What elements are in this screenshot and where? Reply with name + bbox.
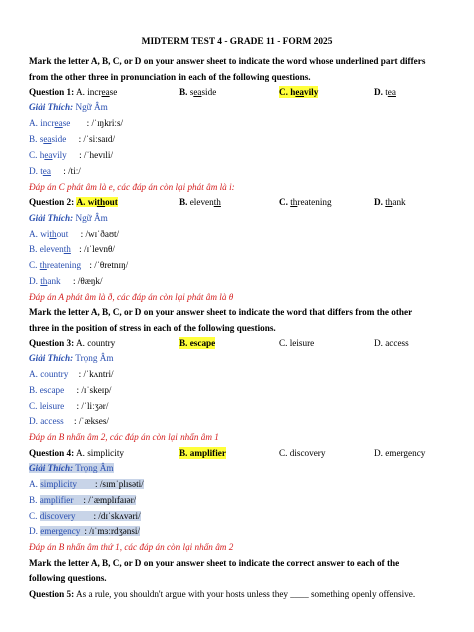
question-3-explain: Giải Thích: Trọng Âm — [29, 353, 114, 363]
question-1-option-c-correct[interactable]: C. heavily — [279, 87, 319, 97]
question-3-row — [29, 337, 449, 349]
question-1-option-d[interactable]: D. tea — [374, 87, 396, 97]
question-2-row — [29, 196, 449, 208]
question-3-option-c[interactable]: C. leisure — [279, 338, 315, 348]
question-2-explain: Giải Thích: Ngữ Âm — [29, 213, 108, 223]
instruction-1-line-1: Mark the letter A, B, C, or D on your answer sheet to indicate the word whose underlined part differs — [29, 56, 426, 66]
question-2-ipa-b: B. eleventh : /ɪˈlevnθ/ — [29, 244, 115, 254]
question-2-ipa-a: A. without : /wɪˈðaʊt/ — [29, 229, 120, 239]
page-title: MIDTERM TEST 4 - GRADE 11 - FORM 2025 — [141, 37, 333, 47]
question-2-option-b[interactable]: B. eleventh — [179, 197, 221, 207]
question-4-explain: Giải Thích: Trọng Âm — [29, 463, 114, 473]
question-2-option-c[interactable]: C. threatening — [279, 197, 332, 207]
instruction-3-line-2: following questions. — [29, 573, 107, 583]
question-3-ipa-d: D. access : /ˈækses/ — [29, 416, 109, 426]
question-4-option-d[interactable]: D. emergency — [374, 448, 426, 458]
question-1-ipa-a: A. increase : /ˈɪŋkriːs/ — [29, 118, 124, 128]
question-3-answer: Đáp án B nhấn âm 2, các đáp án còn lại nhấn âm 1 — [29, 432, 219, 442]
question-5: Question 5: As a rule, you shouldn't argue with your hosts unless they ____ something openly offensive. — [29, 589, 416, 599]
question-3-ipa-b: B. escape : /ɪˈskeɪp/ — [29, 385, 112, 395]
question-4-option-c[interactable]: C. discovery — [279, 448, 326, 458]
question-3-ipa-c: C. leisure : /ˈliːʒər/ — [29, 401, 109, 411]
question-4-ipa-b: B. amplifier : /ˈæmplɪfaɪər/ — [29, 495, 137, 505]
question-1-row — [29, 86, 449, 98]
question-4-ipa-c: C. discovery : /dɪˈskʌvəri/ — [29, 511, 141, 521]
question-4-ipa-d: D. emergency : /ɪˈmɜːrdʒənsi/ — [29, 526, 141, 536]
question-3-option-d[interactable]: D. access — [374, 338, 409, 348]
question-4-option-b-correct[interactable]: B. amplifier — [179, 448, 226, 458]
question-3-option-a[interactable]: Question 3: A. country — [29, 338, 116, 348]
question-2-answer: Đáp án A phát âm là ð, các đáp án còn lại phát âm là θ — [29, 292, 234, 302]
question-4-ipa-a: A. simplicity : /sɪmˈplɪsəti/ — [29, 479, 144, 489]
instruction-2-line-2: three in the position of stress in each of the following questions. — [29, 323, 276, 333]
question-1-ipa-d: D. tea : /tiː/ — [29, 166, 81, 176]
instruction-1-line-2: from the other three in pronunciation in each of the following questions. — [29, 72, 311, 82]
instruction-2-line-1: Mark the letter A, B, C, or D on your answer sheet to indicate the word that differs from the other — [29, 307, 413, 317]
question-3-option-b-correct[interactable]: B. escape — [179, 338, 216, 348]
question-2-option-a-correct[interactable]: Question 2: A. without — [29, 197, 118, 207]
question-2-option-d[interactable]: D. thank — [374, 197, 406, 207]
question-1-ipa-b: B. seaside : /ˈsiːsaɪd/ — [29, 134, 116, 144]
question-1-option-a[interactable]: Question 1: A. increase — [29, 87, 118, 97]
question-1-option-b[interactable]: B. seaside — [179, 87, 217, 97]
question-4-option-a[interactable]: Question 4: A. simplicity — [29, 448, 124, 458]
question-4-answer: Đáp án B nhấn âm thứ 1, các đáp án còn lại nhấn âm 2 — [29, 542, 234, 552]
question-3-ipa-a: A. country : /ˈkʌntri/ — [29, 369, 114, 379]
question-2-ipa-c: C. threatening : /ˈθretnɪŋ/ — [29, 260, 129, 270]
question-1-ipa-c: C. heavily : /ˈhevɪli/ — [29, 150, 114, 160]
question-1-explain: Giải Thích: Ngữ Âm — [29, 102, 108, 112]
question-4-row — [29, 447, 449, 459]
question-2-ipa-d: D. thank : /θæŋk/ — [29, 276, 103, 286]
instruction-3-line-1: Mark the letter A, B, C, or D on your answer sheet to indicate the correct answer to each of the — [29, 558, 400, 568]
question-1-answer: Đáp án C phát âm là e, các đáp án còn lại phát âm là i: — [29, 182, 235, 192]
